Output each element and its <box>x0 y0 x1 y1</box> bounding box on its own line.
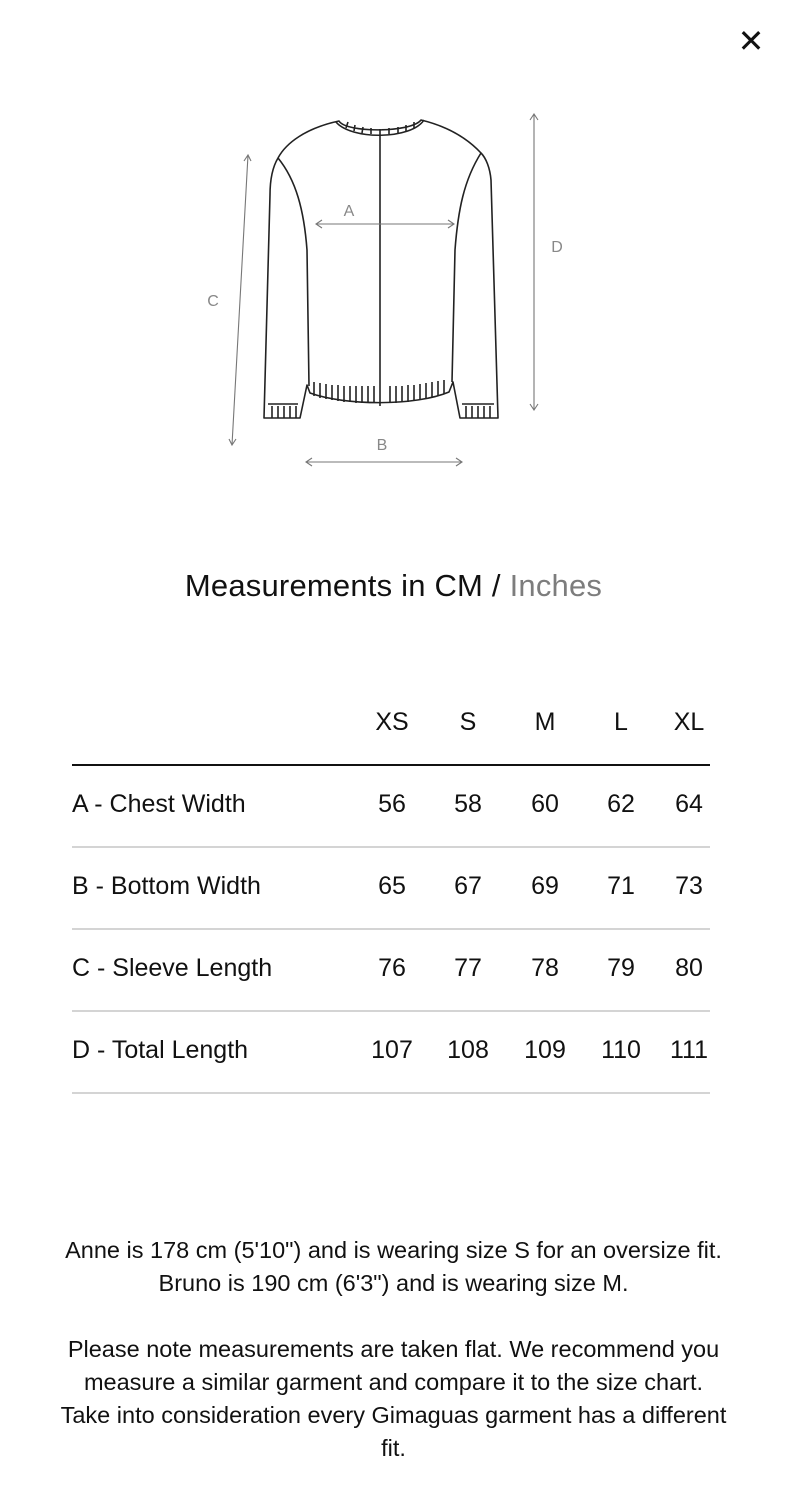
table-cell: 73 <box>675 872 703 900</box>
size-header: XS <box>375 708 409 736</box>
table-cell: 64 <box>675 790 703 818</box>
size-header: L <box>614 708 628 736</box>
row-label: C - Sleeve Length <box>72 954 273 982</box>
measurement-disclaimer: Please note measurements are taken flat. We recommend you measure a similar garment and compare it to the size chart. Take into consideration every Gimaguas garment has a different fit. <box>60 1336 727 1461</box>
unit-cm[interactable]: Measurements in CM <box>184 568 484 603</box>
table-cell: 80 <box>675 954 703 982</box>
close-icon: ✕ <box>737 22 765 60</box>
size-header: S <box>459 708 477 736</box>
fit-notes <box>60 1234 727 1465</box>
size-header: M <box>534 708 556 736</box>
table-row <box>72 848 710 930</box>
table-cell: 107 <box>371 1036 413 1064</box>
garment-diagram <box>196 100 580 480</box>
table-cell: 69 <box>531 872 559 900</box>
table-cell: 76 <box>378 954 406 982</box>
measure-line-d <box>530 114 538 410</box>
measure-line-b <box>306 458 462 466</box>
table-cell: 77 <box>454 954 482 982</box>
label-a: A <box>343 203 355 220</box>
size-header: XL <box>673 708 705 736</box>
close-button[interactable] <box>736 22 766 60</box>
table-cell: 71 <box>607 872 635 900</box>
table-cell: 58 <box>454 790 482 818</box>
unit-toggle <box>0 568 787 604</box>
model-note-anne: Anne is 178 cm (5'10") and is wearing size S for an oversize fit. <box>65 1237 722 1263</box>
garment-outline <box>264 120 498 418</box>
table-cell: 67 <box>454 872 482 900</box>
label-d: D <box>551 239 563 256</box>
table-cell: 65 <box>378 872 406 900</box>
table-row <box>72 1012 710 1094</box>
measure-line-c <box>229 155 251 445</box>
model-note-bruno: Bruno is 190 cm (6'3") and is wearing size M. <box>158 1270 629 1296</box>
left-sleeve-seam <box>278 158 309 386</box>
right-sleeve-seam <box>452 153 481 382</box>
table-row <box>72 930 710 1012</box>
label-b: B <box>376 437 388 454</box>
size-chart-table <box>72 700 710 1094</box>
label-c: C <box>207 293 219 310</box>
table-cell: 108 <box>447 1036 489 1064</box>
unit-separator: / <box>491 568 501 603</box>
row-label: D - Total Length <box>72 1036 249 1064</box>
table-cell: 110 <box>601 1036 641 1064</box>
table-header <box>72 700 710 766</box>
row-label: A - Chest Width <box>72 790 246 818</box>
table-cell: 60 <box>531 790 559 818</box>
measure-line-a <box>316 220 454 228</box>
table-cell: 78 <box>531 954 559 982</box>
table-row <box>72 766 710 848</box>
table-cell: 56 <box>378 790 406 818</box>
table-cell: 109 <box>524 1036 566 1064</box>
table-cell: 79 <box>607 954 635 982</box>
table-cell: 62 <box>607 790 635 818</box>
row-label: B - Bottom Width <box>72 872 261 900</box>
table-cell: 111 <box>669 1036 708 1064</box>
unit-inches[interactable]: Inches <box>509 568 603 603</box>
